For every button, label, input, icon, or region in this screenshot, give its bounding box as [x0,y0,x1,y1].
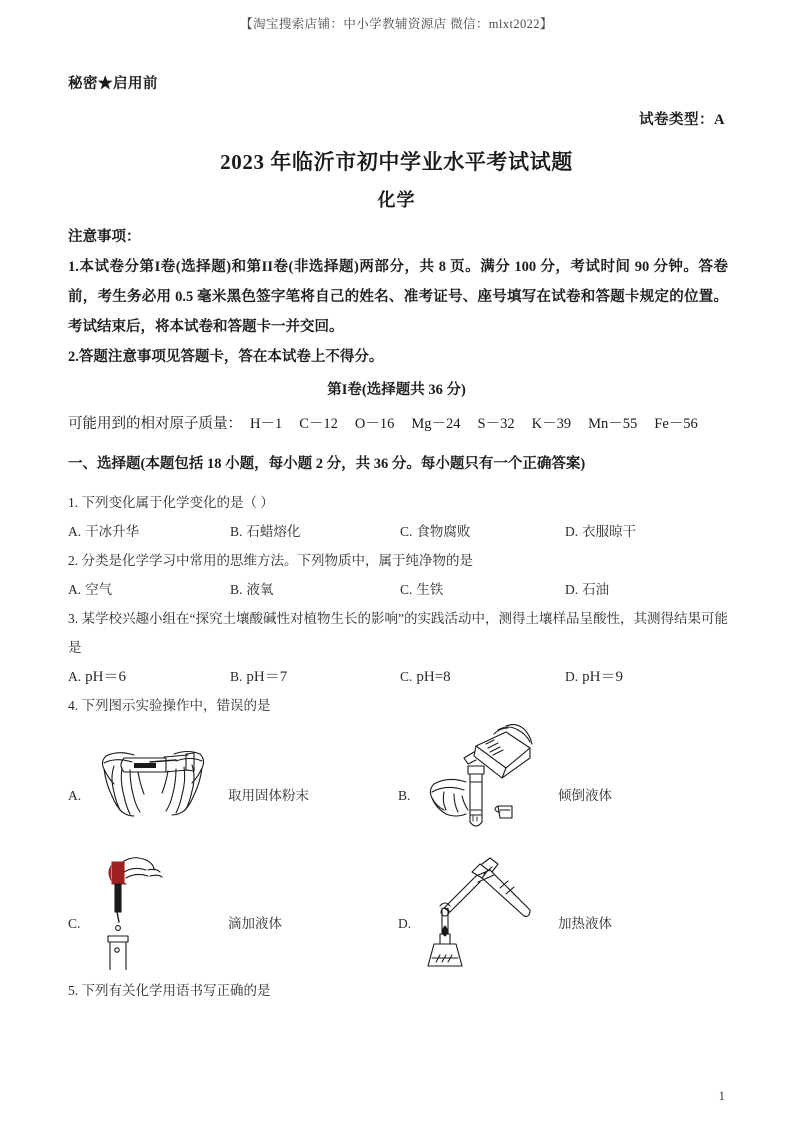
option-caption: 滴加液体 [228,916,282,931]
question-1-option-d[interactable] [565,517,636,546]
atomic-mass-mn: Mn－55 [588,416,638,432]
part-one-heading: 第I卷(选择题共 36 分) [327,382,466,398]
question-2-option-d[interactable] [565,575,609,604]
atomic-mass-h: H－1 [250,416,283,432]
option-text: pH=8 [416,669,451,685]
option-text: 液氧 [246,582,274,597]
question-2-options [68,575,728,604]
atomic-masses-row [68,412,748,433]
question-4-figure-row-2 [68,848,728,976]
note-item-1: 1.本试卷分第I卷(选择题)和第II卷(非选择题)两部分，共 8 页。满分 100 分，考试时间 90 分钟。答卷前，考生务必用 0.5 毫米黑色签字笔将自己的姓名、准考证号、座号填写在试卷和答题卡规定的位置。考试结束后，将本试卷和答题卡一并交回。 [68,259,728,335]
subject-title: 化学 [377,190,416,210]
option-caption: 倾倒液体 [558,788,612,803]
questions-list [68,488,728,1005]
option-label: B. [398,788,411,803]
atomic-masses-label: 可能用到的相对原子质量： [68,416,242,432]
option-text: pH＝6 [85,669,126,685]
question-1-options [68,517,728,546]
question-3-option-b[interactable] [230,662,287,692]
pour-liquid-icon [420,722,546,842]
heating-icon [420,850,546,970]
section-heading-multiple-choice: 一、选择题(本题包括 18 小题，每小题 2 分，共 36 分。每小题只有一个正确答案) [68,456,586,472]
powder-scoop-icon [90,722,216,842]
question-2-option-b[interactable] [230,575,273,604]
secrecy-label: 秘密★启用前 [68,76,158,92]
question-1-option-a[interactable] [68,517,139,546]
option-label: B. [230,669,243,684]
atomic-masses-values [250,412,698,433]
option-label: D. [565,582,579,597]
question-4-option-a[interactable] [68,720,398,848]
atomic-mass-mg: Mg－24 [411,416,461,432]
option-text: 干冰升华 [85,524,140,539]
page-title: 2023 年临沂市初中学业水平考试试题 [220,150,573,174]
question-5-stem: 5. 下列有关化学用语书写正确的是 [68,983,271,998]
option-label: D. [565,669,579,684]
option-label: C. [400,669,413,684]
option-text: 空气 [85,582,113,597]
option-label: B. [230,524,243,539]
option-label: C. [400,524,413,539]
option-label: A. [68,582,82,597]
option-text: pH＝7 [246,669,288,685]
question-1-stem: 1. 下列变化属于化学变化的是（ ） [68,495,274,510]
option-label: D. [398,916,412,931]
option-text: 食物腐败 [416,524,471,539]
option-text: 石油 [582,582,610,597]
question-4-option-d[interactable] [398,848,728,976]
option-text: pH＝9 [582,669,623,685]
dropper-icon [90,850,216,970]
question-1-option-c[interactable] [400,517,470,546]
question-3-options [68,662,728,691]
notes-block [68,222,728,372]
paper-type-label: 试卷类型：A [639,112,725,128]
option-text: 生铁 [416,582,444,597]
option-text: 石蜡熔化 [246,524,301,539]
question-4-figure-grid [68,720,728,976]
question-2-stem: 2. 分类是化学学习中常用的思维方法。下列物质中，属于纯净物的是 [68,553,473,568]
page-number: 1 [718,1088,725,1103]
question-3-stem: 3. 某学校兴趣小组在“探究土壤酸碱性对植物生长的影响”的实践活动中，测得土壤样品呈酸性，其测得结果可能是 [68,611,728,655]
question-3-option-a[interactable] [68,662,126,692]
option-label: C. [68,916,81,931]
option-label: C. [400,582,413,597]
notes-heading: 注意事项： [68,229,141,245]
option-label: B. [230,582,243,597]
question-3-option-c[interactable] [400,662,451,692]
atomic-mass-k: K－39 [531,416,572,432]
option-caption: 加热液体 [558,916,612,931]
option-text: 衣服晾干 [582,524,637,539]
atomic-mass-s: S－32 [477,416,515,432]
question-3-option-d[interactable] [565,662,623,692]
atomic-mass-c: C－12 [299,416,338,432]
option-label: D. [565,524,579,539]
option-label: A. [68,669,82,684]
option-label: A. [68,524,82,539]
question-4-option-c[interactable] [68,848,398,976]
question-4-stem: 4. 下列图示实验操作中，错误的是 [68,698,271,713]
atomic-mass-o: O－16 [354,416,395,432]
question-2-option-a[interactable] [68,575,112,604]
question-4-option-b[interactable] [398,720,728,848]
note-item-2: 2.答题注意事项见答题卡，答在本试卷上不得分。 [68,349,384,365]
question-4-figure-row-1 [68,720,728,848]
atomic-mass-fe: Fe－56 [654,416,698,432]
option-label: A. [68,788,82,803]
watermark-text: 【淘宝搜索店铺：中小学教辅资源店 微信：mlxt2022】 [240,17,553,31]
option-caption: 取用固体粉末 [228,788,309,803]
question-2-option-c[interactable] [400,575,443,604]
question-1-option-b[interactable] [230,517,300,546]
